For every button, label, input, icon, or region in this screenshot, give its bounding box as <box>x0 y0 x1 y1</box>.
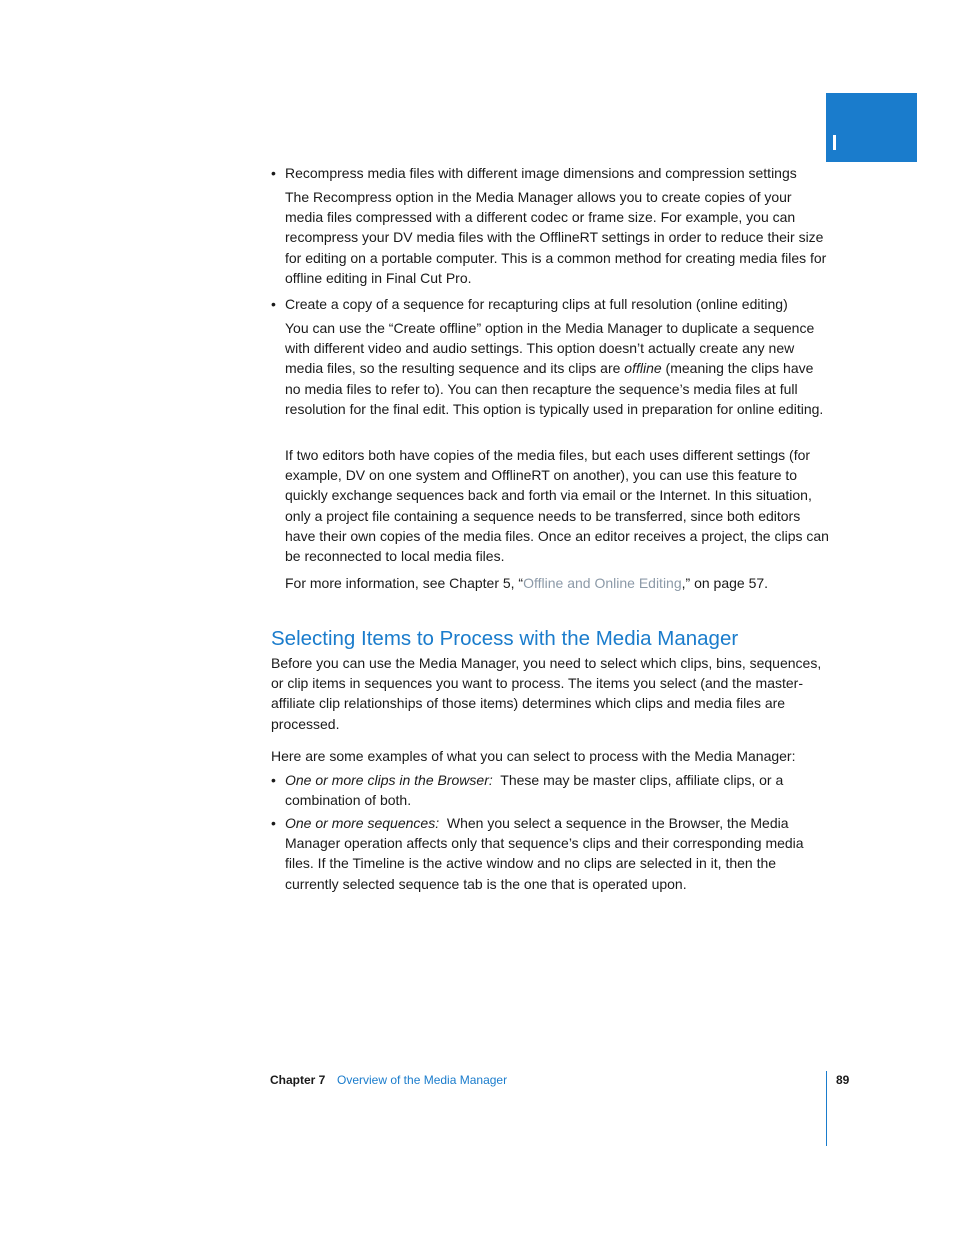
offline-online-editing-link[interactable]: Offline and Online Editing <box>523 575 682 591</box>
footer-divider <box>826 1071 827 1146</box>
bullet-icon: • <box>271 815 276 831</box>
section-heading: Selecting Items to Process with the Media Manager <box>271 627 739 650</box>
chapter-tab <box>826 93 917 162</box>
example-sequences-desc: When you select a sequence in the Browser, the Media Manager operation affects only that sequence’s clips and their corresponding media files. If the Timeline is the active window and no clips are selected in it, then the currently selected sequence tab is the one that is operated upon. <box>285 815 804 892</box>
section-intro: Before you can use the Media Manager, you need to select which clips, bins, sequences, or clip items in sequences you want to process. The items you select (and the master-affiliate clip relationships of those items) determines which clips and media files are processed. <box>271 655 822 732</box>
create-offline-text-before: You can use the “Create offline” option in the Media Manager to duplicate a sequence with different video and audio settings. This option doesn’t actually create any new media files, so the resulting sequence and its clips are <box>285 320 815 377</box>
bullet-create-copy-text: Create a copy of a sequence for recapturing clips at full resolution (online editing) <box>285 296 788 312</box>
recompress-paragraph: The Recompress option in the Media Manager allows you to create copies of your media files compressed with a different codec or frame size. For example, you can recompress your DV media files with the OfflineRT settings in order to reduce their size for editing on a portable computer. This is a common method for creating media files for offline editing in Final Cut Pro. <box>285 189 827 286</box>
offline-term: offline <box>624 360 662 377</box>
bullet-icon: • <box>271 296 276 312</box>
bullet-icon: • <box>271 165 276 181</box>
bullet-icon: • <box>271 772 276 788</box>
footer-chapter-title[interactable]: Overview of the Media Manager <box>337 1073 508 1087</box>
create-offline-text-after: (meaning the clips have no media files to refer to). You can then recapture the sequence’s media files at full resolution for the final edit. This option is typically used in preparation for online editing. <box>285 360 824 417</box>
page-number: 89 <box>836 1073 850 1087</box>
create-offline-paragraph <box>285 318 831 419</box>
more-info-after: ,” on page 57. <box>681 575 769 591</box>
footer-chapter-label: Chapter 7 <box>270 1073 326 1087</box>
examples-lead: Here are some examples of what you can select to process with the Media Manager: <box>271 748 796 764</box>
example-clips <box>271 770 831 810</box>
example-clips-text <box>285 770 831 810</box>
more-info-before: For more information, see Chapter 5, “ <box>285 575 524 591</box>
chapter-tab-mark <box>833 135 836 150</box>
example-sequences-term: One or more sequences: <box>285 815 440 831</box>
bullet-recompress <box>271 163 831 183</box>
example-clips-desc: These may be master clips, affiliate clips, or a combination of both. <box>285 772 784 809</box>
example-sequences-text <box>285 813 831 894</box>
two-editors-paragraph: If two editors both have copies of the media files, but each uses different settings (for example, DV on one system and OfflineRT on another), you can use this feature to quickly exchange sequences back and forth via email or the Internet. In this situation, only a project file containing a sequence needs to be transferred, since both editors have their own copies of the media files. Once an editor receives a project, the clips can be reconnected to local media files. <box>285 447 829 565</box>
bullet-create-copy <box>271 294 831 314</box>
example-clips-term: One or more clips in the Browser: <box>285 772 493 788</box>
bullet-recompress-text: Recompress media files with different image dimensions and compression settings <box>285 165 797 181</box>
example-sequences <box>271 813 831 894</box>
more-info-paragraph <box>285 573 831 593</box>
